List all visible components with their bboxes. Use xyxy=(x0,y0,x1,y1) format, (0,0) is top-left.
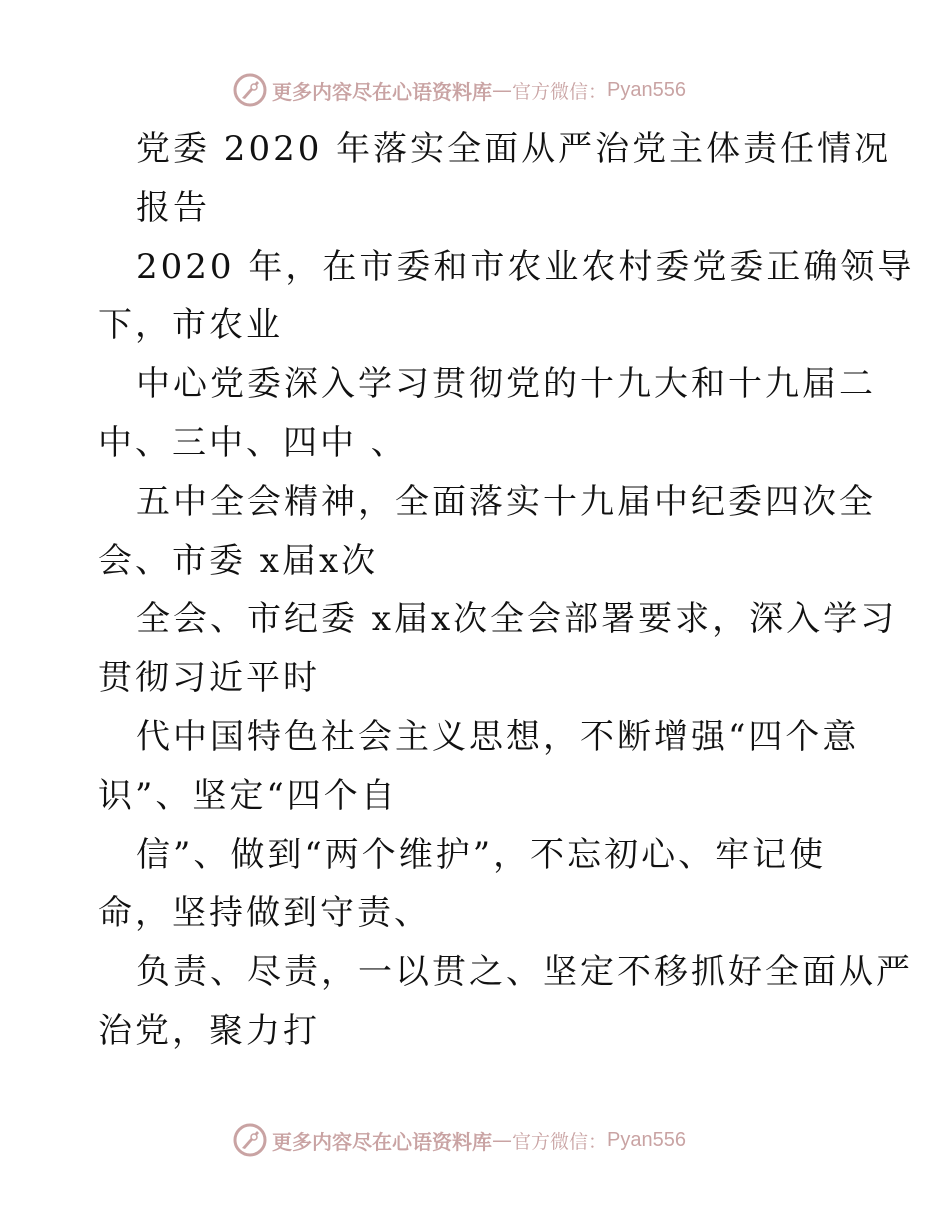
paragraph-line: 全会、市纪委 x届x次全会部署要求，深入学习 xyxy=(136,599,898,640)
paragraph-line: 负责、尽责，一以贯之、坚定不移抓好全面从严 xyxy=(136,952,913,993)
paragraph-line: 代中国特色社会主义思想，不断增强“四个意 xyxy=(136,716,860,757)
watermark-text: 更多内容尽在心语资料库 xyxy=(272,1129,492,1154)
watermark-separator: — xyxy=(492,78,512,102)
watermark-footer xyxy=(232,1120,712,1160)
watermark-text: 更多内容尽在心语资料库 xyxy=(272,79,492,104)
paragraph-line: 命，坚持做到守责、 xyxy=(98,893,431,934)
paragraph-line: 五中全会精神，全面落实十九届中纪委四次全 xyxy=(136,481,876,522)
paragraph-line: 会、市委 x届x次 xyxy=(98,540,379,581)
quill-logo-icon xyxy=(232,1122,268,1158)
watermark-wechat-label: 官方微信： xyxy=(512,80,608,103)
paragraph-line: 识”、坚定“四个自 xyxy=(98,775,398,816)
paragraph-line: 贯彻习近平时 xyxy=(98,658,320,699)
watermark-header xyxy=(232,70,712,110)
watermark-wechat-label: 官方微信： xyxy=(512,1130,608,1153)
paragraph-line: 下，市农业 xyxy=(98,305,283,346)
watermark-separator: — xyxy=(492,1128,512,1152)
paragraph-line: 2020 年，在市委和市农业农村委党委正确领导 xyxy=(136,246,915,287)
paragraph-line: 信”、做到“两个维护”，不忘初心、牢记使 xyxy=(136,834,827,875)
watermark-wechat-id: Pyan556 xyxy=(607,1128,686,1151)
paragraph-line: 中心党委深入学习贯彻党的十九大和十九届二 xyxy=(136,364,876,405)
quill-logo-icon xyxy=(232,72,268,108)
title-line-2: 报告 xyxy=(136,187,210,228)
watermark-wechat-id: Pyan556 xyxy=(607,78,686,101)
title-line-1: 党委 2020 年落实全面从严治党主体责任情况 xyxy=(136,129,892,169)
paragraph-line: 治党，聚力打 xyxy=(98,1010,320,1051)
paragraph-line: 中、三中、四中 、 xyxy=(98,422,408,463)
document-body xyxy=(98,120,915,1061)
